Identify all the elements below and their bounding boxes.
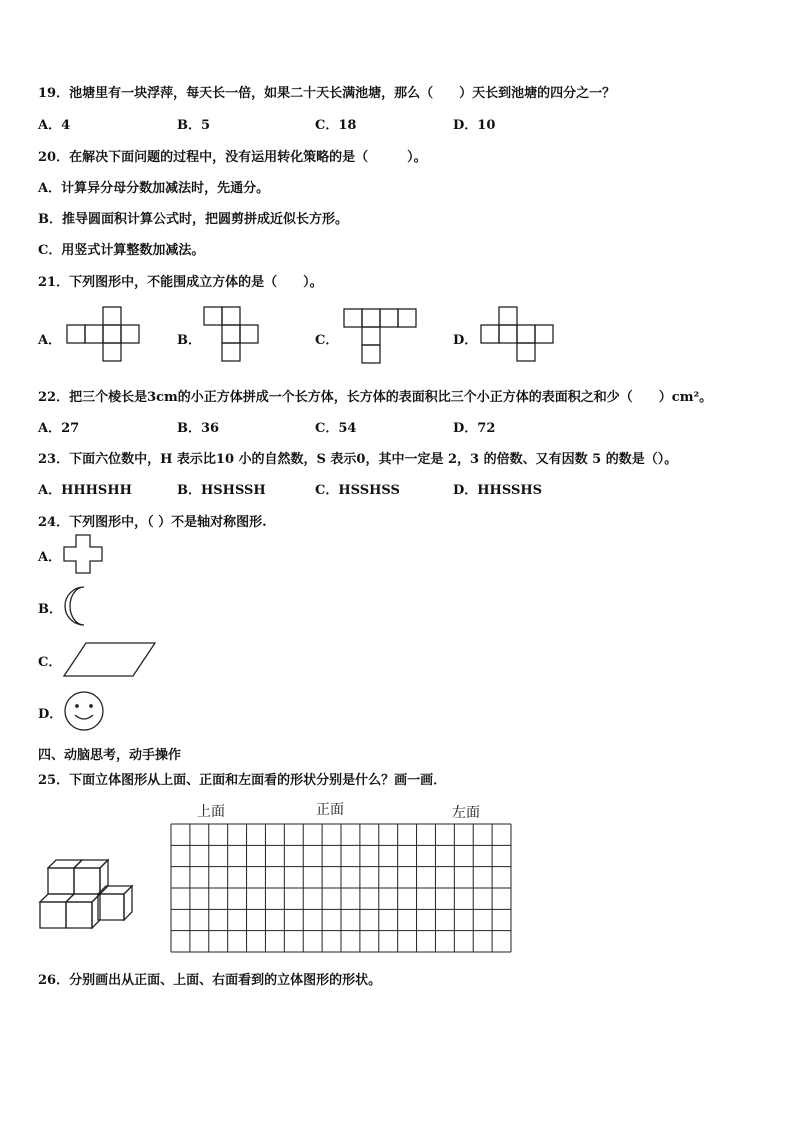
q21-option-b: B．	[177, 333, 201, 348]
q19-option-b: B．5	[177, 118, 211, 133]
crescent-icon	[62, 586, 102, 628]
cube-net-b-figure	[204, 307, 266, 365]
q19-option-c: C．18	[315, 118, 357, 133]
smiley-face-icon	[64, 691, 106, 733]
q20-stem: 20．在解决下面问题的过程中，没有运用转化策略的是（ ）。	[38, 150, 427, 165]
q24-option-d: D．	[38, 707, 63, 722]
q23-option-b: B．HSHSSH	[177, 483, 266, 498]
q20-option-a: A．计算异分母分数加减法时，先通分。	[38, 181, 270, 196]
q21-stem: 21．下列图形中，不能围成立方体的是（ ）。	[38, 275, 323, 290]
q19-option-d: D．10	[453, 118, 496, 133]
q21-option-d: D．	[453, 333, 478, 348]
parallelogram-icon	[64, 642, 158, 678]
section-4-title: 四、动脑思考，动手操作	[38, 748, 182, 763]
q22-option-b: B．36	[177, 421, 220, 436]
q22-stem: 22．把三个棱长是3cm的小正方体拼成一个长方体，长方体的表面积比三个小正方体的表面积之和少（ ）cm²。	[38, 390, 713, 405]
q22-option-c: C．54	[315, 421, 357, 436]
cube-net-c-figure	[344, 309, 420, 367]
q19-stem: 19．池塘里有一块浮萍，每天长一倍，如果二十天长满池塘，那么（ ）天长到池塘的四分之一？	[38, 86, 616, 101]
q24-option-b: B．	[38, 602, 62, 617]
q24-option-a: A．	[38, 550, 62, 565]
q20-option-c: C．用竖式计算整数加减法。	[38, 243, 205, 258]
q23-option-a: A．HHHSHH	[38, 483, 132, 498]
cube-net-a-figure	[67, 307, 143, 365]
q24-option-c: C．	[38, 655, 62, 670]
q19-option-a: A．4	[38, 118, 71, 133]
cube-net-d-figure	[481, 307, 557, 365]
q26-stem: 26．分别画出从正面、上面、右面看到的立体图形的形状。	[38, 973, 382, 988]
grid-label-top: 上面	[197, 804, 225, 820]
drawing-grid	[170, 823, 512, 953]
q24-stem: 24．下列图形中，（ ）不是轴对称图形.	[38, 515, 267, 530]
q23-option-d: D．HHSSHS	[453, 483, 543, 498]
q21-option-a: A．	[38, 333, 62, 348]
cross-shape-icon	[64, 535, 104, 575]
q20-option-b: B．推导圆面积计算公式时，把圆剪拼成近似长方形。	[38, 212, 348, 227]
grid-label-left: 左面	[452, 805, 480, 821]
grid-label-front: 正面	[316, 802, 344, 818]
q22-option-a: A．27	[38, 421, 80, 436]
q23-option-c: C．HSSHSS	[315, 483, 400, 498]
q22-option-d: D．72	[453, 421, 496, 436]
q21-option-c: C．	[315, 333, 339, 348]
q25-stem: 25．下面立体图形从上面、正面和左面看的形状分别是什么？画一画．	[38, 773, 447, 788]
cube-stack-figure	[38, 858, 134, 930]
q23-stem: 23．下面六位数中，H 表示比10 小的自然数，S 表示0，其中一定是 2，3 的倍数、又有因数 5 的数是（）。	[38, 452, 678, 467]
